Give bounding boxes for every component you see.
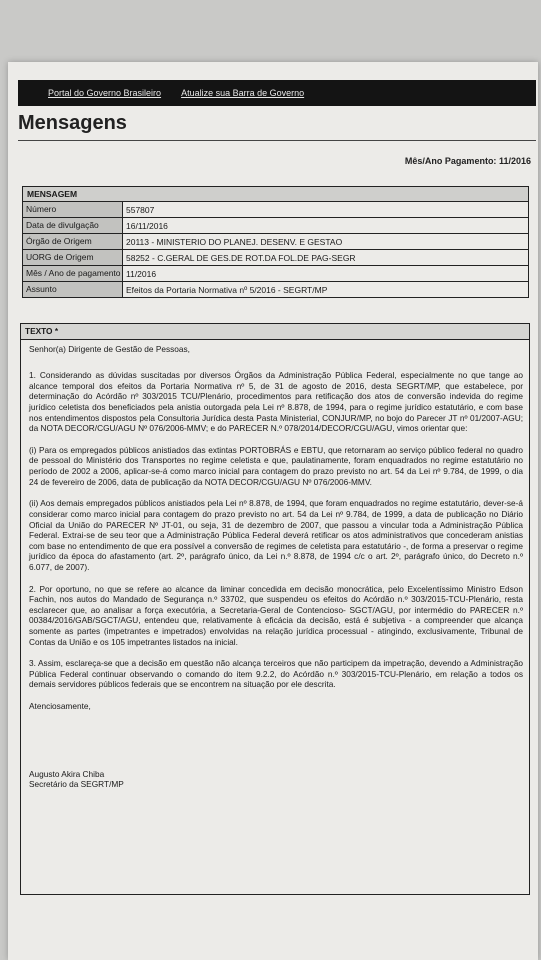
paragraph-2: 2. Por oportuno, no que se refere ao alcance da liminar concedida em decisão monocrática, pelo Excelentíssimo Ministro Edson Fachin, nos autos do Mandado de Segurança n.º 33702, que suspendeu os efeitos do Acórdão n.º 303/2015-TCU-Plenário, resta esclarecer que, ao analisar a força executória, a Secretaria-Geral de Contencioso- SGCT/AGU, por intermédio do PARECER n.º 00384/2016/GAB/SGCT/AGU, entendeu que, relativamente à eficácia da decisão, está é subjetiva - a compreender que alcança somente as partes (impetrantes e impetrados) envolvidas na relação jurídica processual - atingindo, exclusivamente, Tribunal de Contas da União e os 105 impetrantes listados na inicial. — [29, 583, 523, 647]
paragraph-1: 1. Considerando as dúvidas suscitadas por diversos Órgãos da Administração Pública Federal, especialmente no que tange ao alcance temporal dos efeitos da Portaria Normativa nº 5, de 31 de agosto de 2016, desta SEGRT/MP, que estabelece, por determinação do Acórdão nº 303/2015 TCU/Plenário, procedimentos para retificação dos atos de conversão indevida do regime jurídico celetista dos beneficiados pela anistia outorgada pela Lei nº 8.878, de 1994, para o regime jurídico estatutário, e com base nos entendimentos dispostos pela Consultoria Jurídica desta Pasta Ministerial, CONJUR/MP, no bojo do Parecer JT nº 01/2007-AGU; da NOTA DECOR/CGU/AGU Nº 076/2006-MMV; e do PARECER N.º 078/2014/DECOR/CGU/AGU, vimos orientar que: — [29, 370, 523, 434]
paragraph-3: 3. Assim, esclareça-se que a decisão em questão não alcança terceiros que não participem da impetração, devendo a Administração Pública Federal continuar observando o comando do item 9.2.2, do Acórdão n.º 303/2015-TCU-Plenário, em relação a todos os demais servidores públicos federais que se encontrem na situação por ele descrita. — [29, 658, 523, 690]
meta-value: 58252 - C.GERAL DE GES.DE ROT.DA FOL.DE PAG-SEGR — [126, 252, 356, 263]
meta-row-mes-ano-pagamento — [23, 266, 528, 282]
meta-label: UORG de Origem — [23, 250, 123, 265]
closing: Atenciosamente, — [29, 701, 91, 712]
text-body — [21, 340, 529, 790]
message-header: MENSAGEM — [23, 187, 528, 202]
meta-value: 557807 — [126, 204, 155, 215]
signer-name: Augusto Akira Chiba — [29, 768, 105, 779]
payment-period-label: Mês/Ano Pagamento: — [404, 156, 497, 166]
meta-label: Órgão de Origem — [23, 234, 123, 249]
meta-label: Número — [23, 202, 123, 217]
greeting: Senhor(a) Dirigente de Gestão de Pessoas, — [29, 343, 190, 354]
title-divider — [18, 140, 536, 141]
meta-value: 16/11/2016 — [126, 220, 168, 231]
meta-value: Efeitos da Portaria Normativa nº 5/2016 - SEGRT/MP — [126, 284, 328, 295]
meta-row-numero — [23, 202, 528, 218]
paragraph-1-ii: (ii) Aos demais empregados públicos anistiados pela Lei nº 8.878, de 1994, que foram enquadrados no regime estatutário, dever-se-á considerar como marco inicial para contagem do prazo previsto no art. 54 da Lei nº 9.784, de 1999, a data de publicação no Diário Oficial da União do PARECER Nº JT-01, ou seja, 31 de dezembro de 2007, que passou a vincular toda a Administração Pública Federal. Extrai-se de seu teor que a Administração Pública Federal deverá retificar os atos administrativos que concederam anistias com base no entendimento de que era possível a conversão de regimes de celetista para estatutário -, de forma a preservar o regime jurídico da época do afastamento (art. 2º, parágrafo único, da Lei n.º 8.878, de 1994 c/c o art. 2º, parágrafo único, do Decreto n.º 6.077, de 2007). — [29, 498, 523, 572]
meta-row-assunto — [23, 282, 528, 297]
meta-row-uorg-origem — [23, 250, 528, 266]
payment-period — [405, 156, 531, 166]
page-title: Mensagens — [18, 112, 127, 134]
meta-label: Mês / Ano de pagamento — [23, 266, 123, 281]
meta-label: Assunto — [23, 282, 123, 297]
message-text-box — [20, 323, 530, 895]
signer-role: Secretário da SEGRT/MP — [29, 779, 124, 790]
signature-gap — [29, 723, 523, 769]
government-bar — [18, 80, 536, 106]
meta-row-data-divulgacao — [23, 218, 528, 234]
text-header: TEXTO * — [21, 324, 529, 340]
meta-row-orgao-origem — [23, 234, 528, 250]
payment-period-value: 11/2016 — [498, 156, 531, 166]
meta-label: Data de divulgação — [23, 218, 123, 233]
meta-value: 20113 - MINISTERIO DO PLANEJ. DESENV. E GESTAO — [126, 236, 343, 247]
message-metadata-table — [22, 186, 529, 298]
update-bar-link[interactable]: Atualize sua Barra de Governo — [181, 88, 305, 98]
meta-value: 11/2016 — [126, 268, 157, 279]
paragraph-1-i: (i) Para os empregados públicos anistiados das extintas PORTOBRÁS e EBTU, que retornaram ao serviço público federal no quadro de pessoal do Ministério dos Transportes no regime celetista e que, paulatinamente, foram enquadrados no regime estatutário no período de 2002 a 2006, aplicar-se-á como marco inicial para contagem do prazo previsto no art. 54 da Lei nº 9.784, de 1999, o dia 24 de fevereiro de 2006, data de publicação da NOTA DECOR/CGU/AGU Nº 076/2006-MMV. — [29, 444, 523, 487]
portal-link[interactable]: Portal do Governo Brasileiro — [48, 88, 162, 98]
